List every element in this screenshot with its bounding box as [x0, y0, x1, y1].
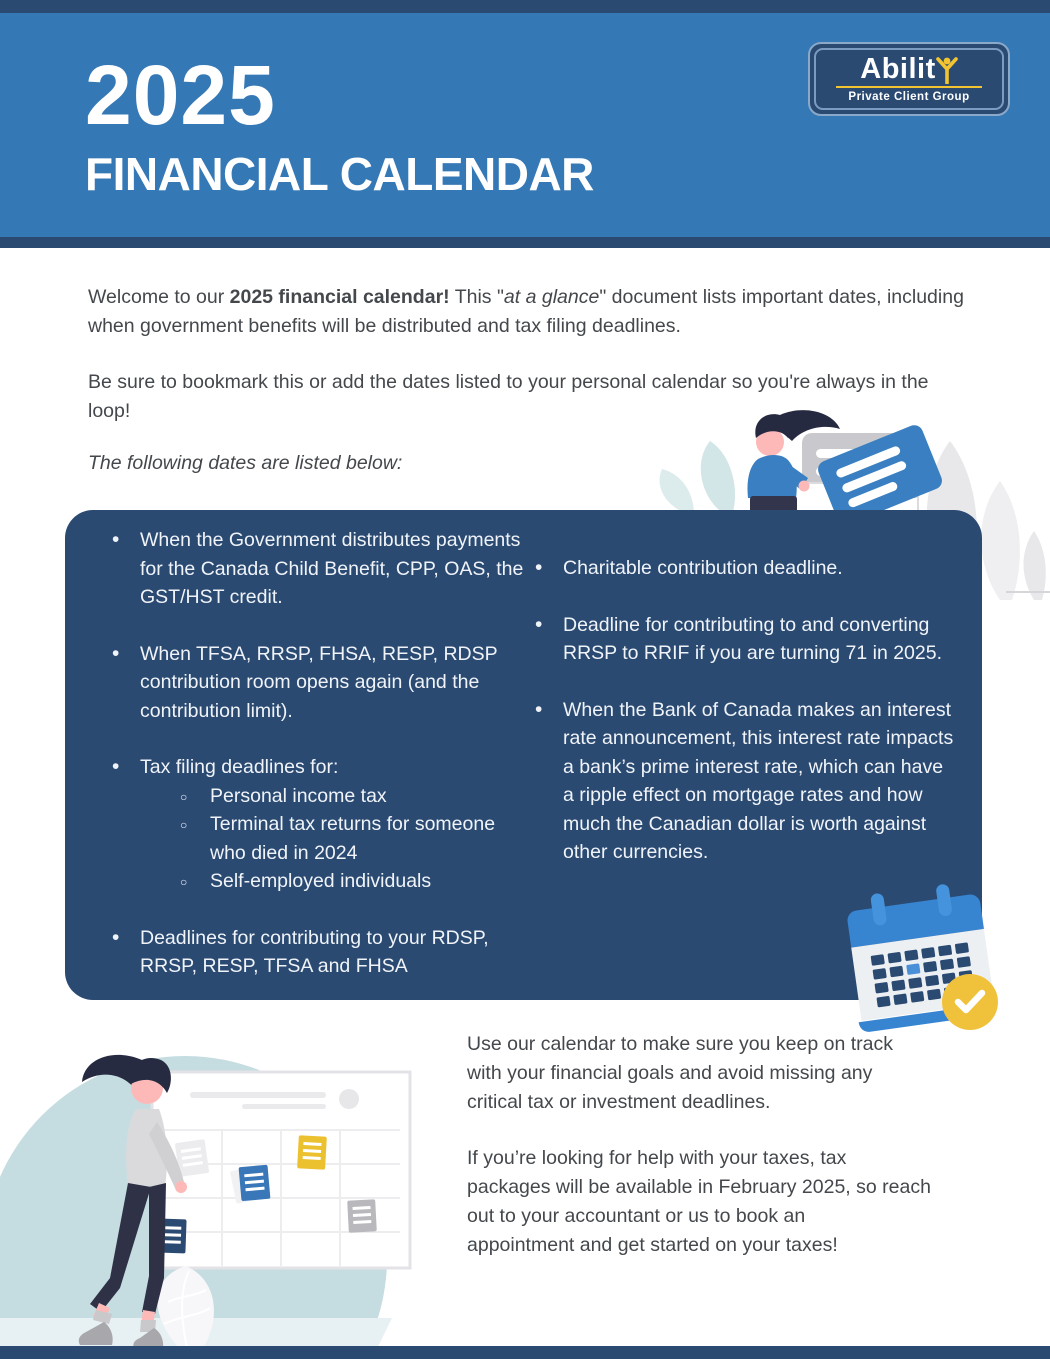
text-line: out to your accountant or us to book an [467, 1205, 806, 1227]
checkmark-icon [942, 974, 998, 1030]
sticky-note-yellow [297, 1135, 327, 1169]
text-line: If you’re looking for help with your taxes, tax [467, 1147, 847, 1169]
person-y-icon [936, 56, 958, 84]
brand-name: Abilit [860, 52, 936, 85]
header-accent-bar [0, 237, 1050, 248]
intro-lead-in: The following dates are listed below: [88, 452, 403, 474]
bottom-accent-bar [0, 1346, 1050, 1359]
text-line: packages will be available in February 2025, so reach [467, 1176, 931, 1198]
list-item [527, 554, 955, 583]
highlights-box [65, 510, 982, 1000]
list-item [527, 696, 955, 867]
brand-tagline: Private Client Group [848, 91, 970, 104]
bullet-text: Terminal tax returns for someone who died in 2024 [210, 813, 496, 864]
text-line: Be sure to bookmark this or add the dates listed to your personal calendar so you're always in the [88, 371, 929, 393]
bullet-text: Tax filing deadlines for: [140, 756, 339, 778]
bullet-text: When the Government distributes payments for the Canada Child Benefit, CPP, OAS, the GST/HST credit. [140, 529, 524, 608]
text-line: with your financial goals and avoid missing any [467, 1062, 873, 1084]
bullet-text: Deadlines for contributing to your RDSP, RRSP, RESP, TFSA and FHSA [140, 926, 489, 977]
top-accent-bar [0, 0, 1050, 13]
brand-logo [808, 42, 1010, 116]
list-item [104, 640, 528, 726]
bullet-text: Deadline for contributing to and converting RRSP to RRIF if you are turning 71 in 2025. [563, 613, 943, 664]
sub-list-item [174, 867, 528, 896]
sticky-note-blue [239, 1165, 271, 1201]
text-run-italic: at a glance [503, 286, 600, 308]
list-item [104, 526, 528, 612]
brand-logo-frame [814, 48, 1004, 110]
bullet-text: When the Bank of Canada makes an interest rate announcement, this interest rate impacts a bank’s prime interest rate, which can have a ripple effect on mortgage rates and how much the Canadian dollar is worth against other currencies. [563, 698, 954, 863]
text-run: This " [449, 286, 504, 308]
bullet-text: Charitable contribution deadline. [563, 557, 843, 579]
page-title: FINANCIAL CALENDAR [85, 148, 594, 200]
text-line: critical tax or investment deadlines. [467, 1091, 771, 1113]
text-line: Use our calendar to make sure you keep on track [467, 1033, 893, 1055]
wall-calendar-board [152, 1072, 410, 1268]
highlights-left-column [104, 526, 528, 1009]
list-item [104, 753, 528, 896]
list-item [527, 611, 955, 668]
brand-wordmark [860, 52, 958, 85]
leaf-shape [660, 469, 694, 515]
bullet-text: When TFSA, RRSP, FHSA, RESP, RDSP contribution room opens again (and the contribution limit). [140, 642, 498, 722]
text-line: appointment and get started on your taxes! [467, 1234, 838, 1256]
text-run: Welcome to our [88, 286, 230, 308]
bullet-text: Self-employed individuals [210, 870, 432, 892]
woman-calendar-illustration [0, 1040, 640, 1359]
intro-paragraph-1 [88, 283, 968, 341]
brand-underline [836, 86, 982, 89]
text-run: " document lists important dates, including when government benefits will be distributed and tax filing deadlines. [88, 286, 964, 337]
text-run-bold: 2025 financial calendar! [229, 286, 450, 308]
leaf-shape [981, 481, 1020, 600]
page-year: 2025 [85, 48, 276, 142]
sub-list-item [174, 810, 528, 867]
leaf-shape [701, 441, 735, 515]
tax-deadline-sublist [140, 782, 528, 896]
text-line: loop! [88, 400, 131, 422]
list-item [104, 924, 528, 981]
sub-list-item [174, 782, 528, 811]
sticky-note-darkgray [347, 1199, 377, 1232]
bullet-text: Personal income tax [210, 784, 387, 807]
divider-line [1006, 591, 1050, 593]
highlights-right-column [527, 554, 955, 895]
leaf-shape [1023, 531, 1045, 600]
